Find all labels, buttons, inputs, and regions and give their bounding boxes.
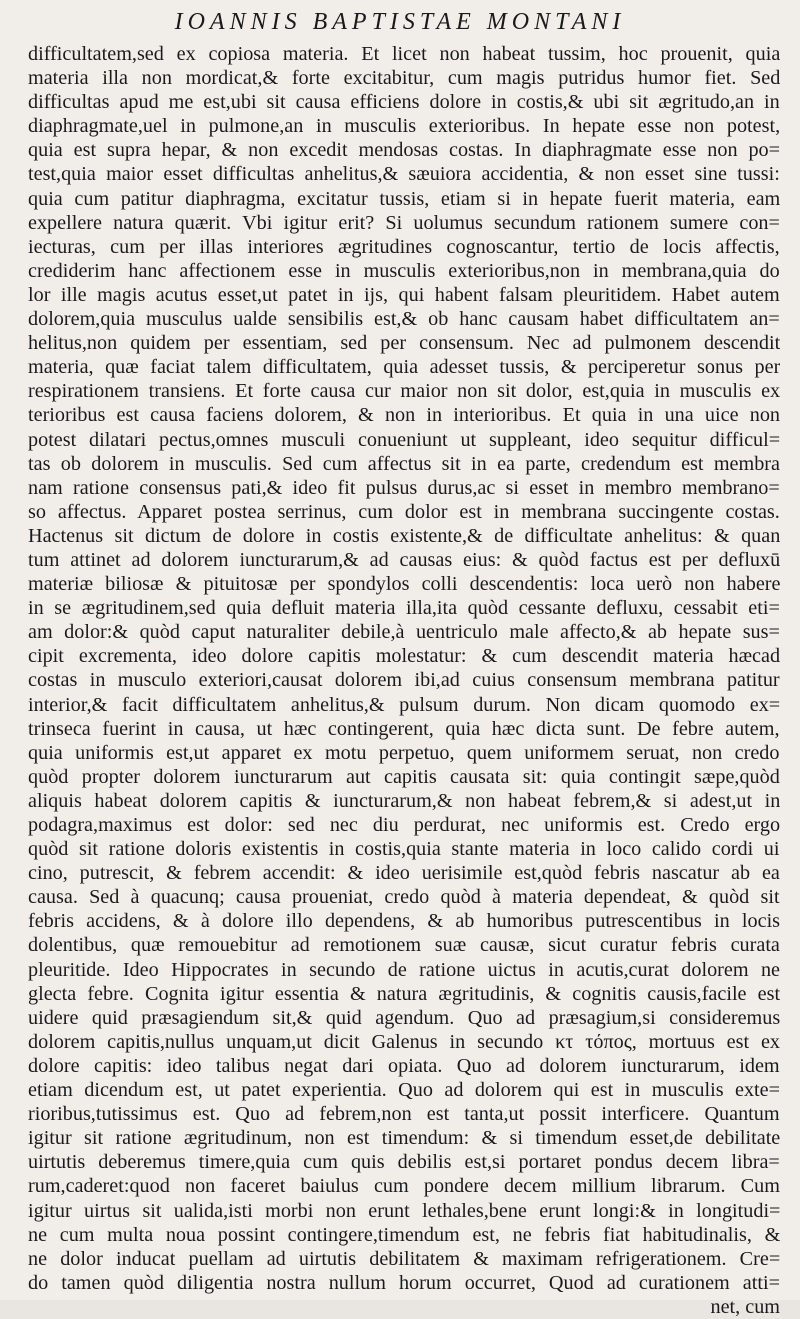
text-line: materiæ biliosæ & pituitosæ per spondylos colli descendentis: loca uerò non habere: [28, 573, 780, 596]
text-line: Hactenus sit dictum de dolore in costis existente,& de difficultate anhelitus: & quan: [28, 524, 780, 547]
text-line: ne dolor inducat puellam ad uirtutis debilitatem & maximam refrigerationem. Cre=: [28, 1247, 780, 1270]
text-line: crediderim hanc affectionem esse in musculis exterioribus,non in membrana,quia do: [28, 259, 780, 282]
text-line: febris accidens, & à dolore illo dependens, & ab humoribus putrescentibus in locis: [28, 910, 780, 933]
running-head: IOANNIS BAPTISTAE MONTANI: [174, 9, 626, 35]
text-line: glecta febre. Cognita igitur essentia & natura ægritudinis, & cognitis causis,facile est: [28, 982, 780, 1005]
text-line: nam ratione consensus pati,& ideo fit pulsus durus,ac si esset in membro membrano=: [28, 476, 780, 499]
text-line: quia cum patitur diaphragma, excitatur tussis, etiam si in hepate fuerit materia, eam: [28, 187, 780, 210]
text-line: aliquis habeat dolorem capitis & iuncturarum,& non habeat febrem,& si adest,ut in: [28, 789, 780, 812]
text-line: uidere quid præsagiendum sit,& quid agendum. Quo ad præsagium,si consideremus: [28, 1006, 780, 1029]
text-line: costas in musculo exteriori,causat dolorem ibi,ad cuius consensum membrana patitur: [28, 669, 780, 692]
text-line: igitur sit ratione ægritudinum, non est timendum: & si timendum esset,de debilitate: [28, 1127, 780, 1150]
text-line: net, cum: [710, 1295, 780, 1318]
text-line: difficultatem,sed ex copiosa materia. Et licet non habeat tussim, hoc prouenit, quia: [28, 43, 780, 65]
text-line: etiam dicendum est, ut patet experientia. Quo ad dolorem qui est in musculis exte=: [28, 1079, 780, 1102]
text-line: cipit excrementa, ideo dolore capitis molestatur: & cum descendit materia hæcad: [28, 645, 780, 668]
text-line: cino, putrescit, & febrem accendit: & ideo uerisimile est,quòd febris nascatur ab ea: [28, 862, 780, 885]
text-line: podagra,maximus est dolor: sed nec diu perdurat, nec uniformis est. Credo ergo: [28, 814, 780, 836]
text-line: materia, quæ faciat talem difficultatem, quia adesset tussis, & perciperetur sonus per: [28, 356, 780, 379]
text-line: so affectus. Apparet postea serrinus, cum dolor est in membrana succingente costas.: [28, 500, 780, 523]
text-line: respirationem transiens. Et forte causa cur maior non sit dolor, est,quia in musculis ex: [28, 380, 780, 403]
text-line: quòd sit ratione doloris existentis in costis,quia stante materia in loco calido cordi ui: [28, 838, 780, 861]
text-line: uirtutis deberemus timere,quia cum quis debilis est,si portaret pondus decem libra=: [28, 1151, 780, 1174]
text-line: expellere natura quærit. Vbi igitur erit? Si uolumus secundum rationem sumere con=: [28, 211, 780, 234]
text-line: causa. Sed à quacunq; causa proueniat, credo quòd à materia dependeat, & quòd sit: [28, 886, 780, 909]
text-line: am dolor:& quòd caput naturaliter debile,à uentriculo male affecto,& ab hepate sus=: [28, 621, 780, 644]
text-line: dolore capitis: ideo talibus negat dari opiata. Quo ad dolorem iuncturarum, idem: [28, 1054, 780, 1077]
text-line: dolentibus, quæ remouebitur ad remotionem suæ causæ, sicut curatur febris curata: [28, 934, 780, 957]
body-text: [28, 42, 780, 1319]
text-line: terioribus est causa faciens dolorem, & non in interioribus. Et quia in una uice non: [28, 404, 780, 427]
text-line: pleuritide. Ideo Hippocrates in secundo de ratione uictus in acutis,curat dolorem ne: [28, 958, 780, 981]
text-line: lor ille magis acutus esset,ut patet in ijs, qui habent falsam pleuritidem. Habet autem: [28, 283, 780, 306]
text-line: diaphragmate,uel in pulmone,an in musculis exterioribus. In hepate esse non potest,: [28, 115, 780, 138]
text-line: quia uniformis est,ut apparet ex motu perpetuo, quem uniformem seruat, non credo: [28, 741, 780, 764]
text-line: quòd propter dolorem iuncturarum aut capitis causata sit: quia contingit sæpe,quòd: [28, 765, 780, 788]
text-line: dolorem capitis,nullus unquam,ut dicit Galenus in secundo κτ τόπος, mortuus est ex: [28, 1030, 780, 1053]
text-line: ne cum multa noua possint contingere,timendum est, ne febris fiat habitudinalis, &: [28, 1223, 780, 1246]
text-line: tas ob dolorem in musculis. Sed cum affectus sit in ea parte, credendum est membra: [28, 452, 780, 475]
text-line: rum,caderet:quod non faceret baiulus cum pondere decem millium librarum. Cum: [28, 1175, 780, 1198]
text-line: helitus,non quidem per essentiam, sed per consensum. Nec ad pulmonem descendit: [28, 332, 780, 355]
text-line: potest dilatari pectus,omnes musculi conueniunt ut suppleant, ideo sequitur difficul=: [28, 428, 780, 451]
text-line: interior,& facit difficultatem anhelitus,& pulsum durum. Non dicam quomodo ex=: [28, 693, 780, 716]
text-line: rioribus,tutissimus est. Quo ad febrem,non est tanta,ut possit interficere. Quantum: [28, 1103, 780, 1126]
text-line: difficultas apud me est,ubi sit causa efficiens dolore in costis,& ubi sit ægritudo,an in: [28, 91, 780, 114]
text-line: in se ægritudinem,sed quia defluit materia illa,ita quòd cessante defluxu, cessabit eti=: [28, 597, 780, 620]
text-line: do tamen quòd diligentia nostra nullum horum occurret, Quod ad curationem atti=: [28, 1271, 780, 1294]
text-line: materia illa non mordicat,& forte excitabitur, cum magis putridus humor fiet. Sed: [28, 67, 780, 90]
text-line: dolorem,quia musculus ualde sensibilis est,& ob hanc causam habet difficultatem an=: [28, 308, 780, 331]
text-line: trinseca fuerint in causa, ut hæc contingerent, quia hæc dicta sunt. De febre autem,: [28, 717, 780, 740]
text-line: igitur uirtus sit ualida,isti morbi non erunt lethales,bene erunt longi:& in longitudi=: [28, 1199, 780, 1222]
text-line: test,quia maior esset difficultas anhelitus,& sæuiora accidentia, & non esset sine tussi:: [28, 163, 780, 186]
text-line: tum attinet ad dolorem iuncturarum,& ad causas eius: & quòd factus est per defluxū: [28, 548, 780, 571]
text-line: quia est supra hepar, & non excedit mendosas costas. In diaphragmate esse non po=: [28, 139, 780, 162]
text-line: iecturas, cum per illas interiores ægritudines cognoscantur, tertio de locis affectis,: [28, 235, 780, 258]
